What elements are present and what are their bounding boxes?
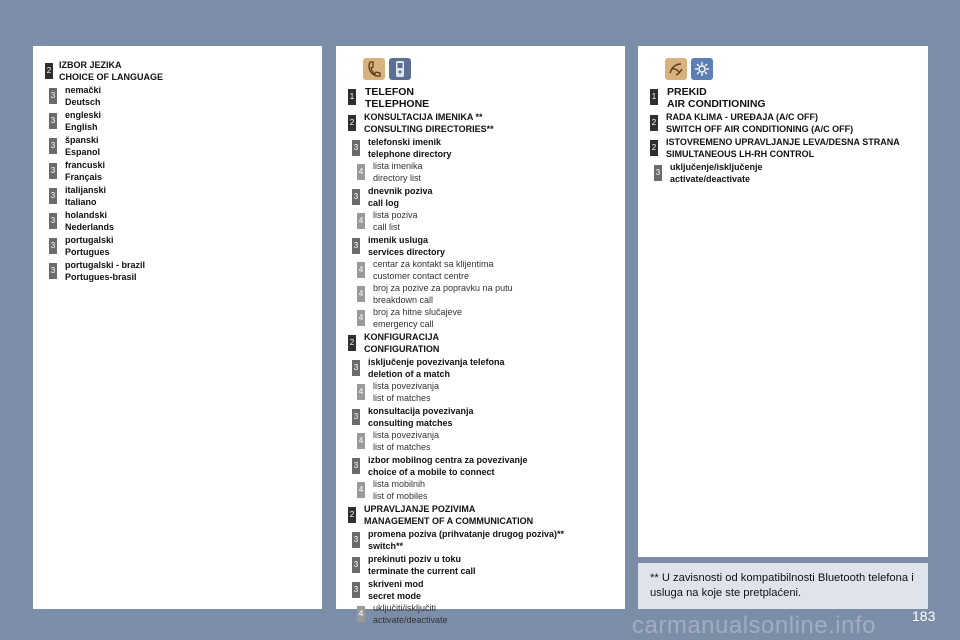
item-label-en: Deutsch <box>65 96 101 107</box>
item-label-hr: RADA KLIMA - UREĐAJA (A/C OFF) <box>666 112 818 122</box>
climate-control-icon <box>691 58 713 80</box>
level-badge: 1 <box>650 89 658 105</box>
level-badge: 3 <box>352 458 360 474</box>
menu-item-level-3 <box>352 137 564 160</box>
level-badge: 3 <box>352 189 360 205</box>
heading-hr: IZBOR JEZIKA <box>59 60 122 70</box>
menu-item-level-3 <box>49 235 163 258</box>
item-label-hr: holandski <box>65 210 108 220</box>
item-label-en: list of mobiles <box>373 490 428 501</box>
level-badge: 2 <box>348 335 356 351</box>
level-badge: 1 <box>348 89 356 105</box>
level-badge: 3 <box>49 113 57 129</box>
item-label-en: Portugues-brasil <box>65 271 137 282</box>
item-label-hr: španski <box>65 135 99 145</box>
level-badge: 3 <box>49 238 57 254</box>
item-label-en: secret mode <box>368 590 422 601</box>
telephone-icons <box>363 58 411 80</box>
item-label-hr: KONFIGURACIJA <box>364 332 440 342</box>
item-label-hr: broj za pozive za popravku na putu <box>373 283 513 293</box>
item-label-hr: francuski <box>65 160 106 170</box>
level-badge: 2 <box>45 63 53 79</box>
item-label-en: services directory <box>368 246 446 257</box>
level-badge: 3 <box>352 360 360 376</box>
level-badge: 2 <box>348 115 356 131</box>
menu-item-level-3 <box>352 357 564 380</box>
level-badge: 2 <box>650 140 658 156</box>
item-label-en: Espanol <box>65 146 101 157</box>
level-badge: 4 <box>357 606 365 622</box>
item-label-en: breakdown call <box>373 294 434 305</box>
air-conditioning-fan-icon <box>665 58 687 80</box>
menu-item-level-3 <box>49 210 163 233</box>
level-badge: 3 <box>352 582 360 598</box>
menu-item-level-3 <box>49 85 163 108</box>
item-label-hr: uključenje/isključenje <box>670 162 763 172</box>
item-label-en: list of matches <box>373 441 431 452</box>
language-heading <box>45 60 163 83</box>
item-label-en: list of matches <box>373 392 431 403</box>
item-label-hr: broj za hitne slučajeve <box>373 307 463 317</box>
level-badge: 3 <box>49 138 57 154</box>
menu-item-level-4 <box>357 259 564 282</box>
telephone-menu <box>348 86 564 626</box>
item-label-hr: portugalski <box>65 235 114 245</box>
telephone-panel <box>336 46 625 625</box>
menu-item-level-2 <box>650 112 900 135</box>
menu-item-level-2 <box>650 137 900 160</box>
item-label-hr: lista povezivanja <box>373 430 440 440</box>
item-label-hr: telefonski imenik <box>368 137 442 147</box>
item-label-hr: engleski <box>65 110 102 120</box>
footnote: ** U zavisnosti od kompatibilnosti Bluetooth telefona i usluga na koje ste pretplaćeni. <box>638 563 928 609</box>
item-label-en: activate/deactivate <box>670 173 751 184</box>
ac-menu <box>650 86 900 185</box>
level-badge: 3 <box>49 213 57 229</box>
item-label-hr: promena poziva (prihvatanje drugog poziva)** <box>368 529 565 539</box>
menu-item-level-3 <box>352 554 564 577</box>
item-label-en: customer contact centre <box>373 270 470 281</box>
item-label-hr: lista imenika <box>373 161 423 171</box>
menu-item-level-3 <box>49 260 163 283</box>
language-panel <box>33 46 322 609</box>
menu-item-level-4 <box>357 161 564 184</box>
level-badge: 4 <box>357 482 365 498</box>
level-badge: 3 <box>49 263 57 279</box>
menu-item-level-4 <box>357 307 564 330</box>
item-label-hr: centar za kontakt sa klijentima <box>373 259 494 269</box>
level-badge: 2 <box>348 507 356 523</box>
item-label-hr: dnevnik poziva <box>368 186 433 196</box>
level-badge: 3 <box>352 532 360 548</box>
menu-item-level-2 <box>348 112 564 135</box>
item-label-hr: lista povezivanja <box>373 381 440 391</box>
item-label-en: deletion of a match <box>368 368 451 379</box>
menu-item-level-3 <box>352 235 564 258</box>
menu-item-level-3 <box>352 186 564 209</box>
item-label-hr: imenik usluga <box>368 235 429 245</box>
level-badge: 2 <box>650 115 658 131</box>
item-label-en: SWITCH OFF AIR CONDITIONING (A/C OFF) <box>666 123 854 134</box>
item-label-en: SIMULTANEOUS LH-RH CONTROL <box>666 148 815 159</box>
item-label-hr: izbor mobilnog centra za povezivanje <box>368 455 528 465</box>
menu-item-level-3 <box>49 110 163 133</box>
item-label-hr: UPRAVLJANJE POZIVIMA <box>364 504 476 514</box>
menu-item-level-4 <box>357 479 564 502</box>
menu-item-level-4 <box>357 283 564 306</box>
menu-item-level-3 <box>49 185 163 208</box>
item-label-hr: uključiti/isključiti <box>373 603 437 613</box>
language-list <box>45 60 163 283</box>
page-number: 183 <box>912 608 936 624</box>
item-label-hr: nemački <box>65 85 102 95</box>
level-badge: 3 <box>352 238 360 254</box>
item-label-en: choice of a mobile to connect <box>368 466 495 477</box>
telephone-title <box>348 86 564 110</box>
menu-item-level-4 <box>357 381 564 404</box>
item-label-en: MANAGEMENT OF A COMMUNICATION <box>364 515 534 526</box>
phone-handset-icon <box>363 58 385 80</box>
mobile-phone-icon <box>389 58 411 80</box>
item-label-en: Italiano <box>65 196 97 207</box>
level-badge: 4 <box>357 310 365 326</box>
level-badge: 3 <box>352 409 360 425</box>
item-label-hr: KONSULTACIJA IMENIKA ** <box>364 112 483 122</box>
item-label-hr: prekinuti poziv u toku <box>368 554 462 564</box>
level-badge: 3 <box>352 140 360 156</box>
menu-item-level-2 <box>348 504 564 527</box>
level-badge: 3 <box>49 88 57 104</box>
level-badge: 3 <box>49 188 57 204</box>
title-en: TELEPHONE <box>365 98 430 110</box>
item-label-en: terminate the current call <box>368 565 476 576</box>
menu-item-level-3 <box>352 529 564 552</box>
ac-icons <box>665 58 713 80</box>
item-label-hr: italijanski <box>65 185 107 195</box>
item-label-hr: portugalski - brazil <box>65 260 146 270</box>
menu-item-level-3 <box>352 455 564 478</box>
menu-item-level-3 <box>352 406 564 429</box>
level-badge: 3 <box>352 557 360 573</box>
item-label-hr: lista poziva <box>373 210 418 220</box>
level-badge: 4 <box>357 384 365 400</box>
level-badge: 4 <box>357 286 365 302</box>
menu-item-level-3 <box>352 579 564 602</box>
item-label-en: Portugues <box>65 246 110 257</box>
item-label-hr: lista mobilnih <box>373 479 426 489</box>
item-label-hr: skriveni mod <box>368 579 424 589</box>
menu-item-level-4 <box>357 210 564 233</box>
item-label-en: activate/deactivate <box>373 614 448 625</box>
title-en: AIR CONDITIONING <box>667 98 766 110</box>
item-label-en: call list <box>373 221 401 232</box>
menu-item-level-3 <box>49 160 163 183</box>
item-label-hr: ISTOVREMENO UPRAVLJANJE LEVA/DESNA STRANA <box>666 137 900 147</box>
ac-title <box>650 86 900 110</box>
title-hr: PREKID <box>667 86 707 98</box>
item-label-en: call log <box>368 197 400 208</box>
menu-item-level-4 <box>357 430 564 453</box>
level-badge: 4 <box>357 433 365 449</box>
level-badge: 4 <box>357 164 365 180</box>
item-label-en: consulting matches <box>368 417 453 428</box>
item-label-en: CONSULTING DIRECTORIES** <box>364 123 494 134</box>
level-badge: 3 <box>654 165 662 181</box>
item-label-en: English <box>65 121 98 132</box>
watermark: carmanualsonline.info <box>632 612 876 639</box>
item-label-en: telephone directory <box>368 148 452 159</box>
item-label-en: directory list <box>373 172 422 183</box>
heading-en: CHOICE OF LANGUAGE <box>59 71 164 82</box>
menu-item-level-3 <box>654 162 900 185</box>
menu-item-level-3 <box>49 135 163 158</box>
item-label-hr: isključenje povezivanja telefona <box>368 357 505 367</box>
item-label-en: emergency call <box>373 318 434 329</box>
item-label-en: Français <box>65 171 103 182</box>
title-hr: TELEFON <box>365 86 414 98</box>
level-badge: 3 <box>49 163 57 179</box>
air-conditioning-panel <box>638 46 928 557</box>
menu-item-level-2 <box>348 332 564 355</box>
item-label-en: switch** <box>368 540 404 551</box>
item-label-hr: konsultacija povezivanja <box>368 406 474 416</box>
level-badge: 4 <box>357 262 365 278</box>
menu-item-level-4 <box>357 603 564 626</box>
item-label-en: Nederlands <box>65 221 115 232</box>
level-badge: 4 <box>357 213 365 229</box>
item-label-en: CONFIGURATION <box>364 343 440 354</box>
